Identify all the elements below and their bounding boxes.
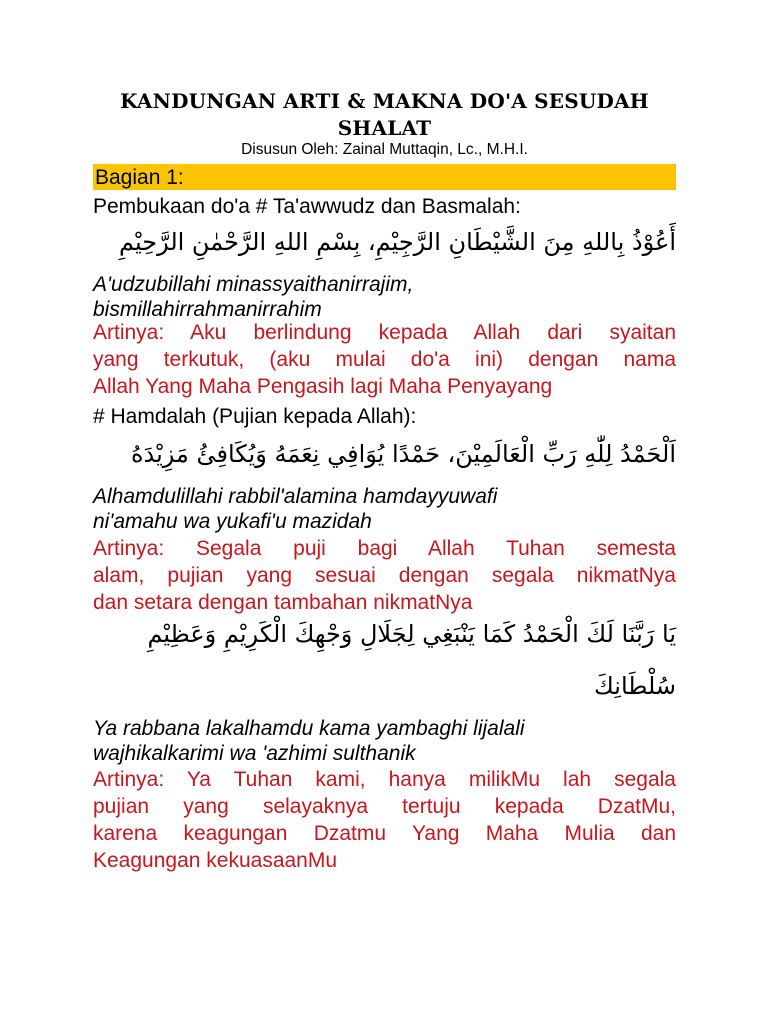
transliteration-line: Ya rabbana lakalhamdu kama yambaghi lijalali <box>93 717 525 740</box>
meaning-line: Allah Yang Maha Pengasih lagi Maha Penyayang <box>93 375 553 398</box>
meaning-line: pujian yang selayaknya tertuju kepada DzatMu, <box>93 795 676 818</box>
transliteration-line: ni'amahu wa yukafi'u mazidah <box>93 510 372 533</box>
title-line-1: KANDUNGAN ARTI & MAKNA DO'A SESUDAH <box>120 89 649 113</box>
meaning-3 <box>93 766 676 874</box>
arabic-text-3-line-1: يَا رَبَّنَا لَكَ الْحَمْدُ كَمَا يَنْبَغِي لِجَلَالِ وَجْهِكَ الْكَرِيْمِ وَعَظِيْمِ <box>147 620 676 648</box>
meaning-line: Artinya: Aku berlindung kepada Allah dari syaitan <box>93 321 676 344</box>
title-line-2: SHALAT <box>337 116 432 140</box>
meaning-line: Artinya: Ya Tuhan kami, hanya milikMu lah segala <box>93 768 676 791</box>
arabic-text-1: أَعُوْذُ بِاللهِ مِنَ الشَّيْطَانِ الرَّجِيْمِ، بِسْمِ اللهِ الرَّحْمٰنِ الرَّحِيْمِ <box>119 228 676 256</box>
heading-hamdalah: # Hamdalah (Pujian kepada Allah): <box>93 405 417 428</box>
author-line: Disusun Oleh: Zainal Muttaqin, Lc., M.H.I. <box>241 141 528 158</box>
meaning-line: alam, pujian yang sesuai dengan segala nikmatNya <box>93 564 676 587</box>
heading-taawwudz: Pembukaan do'a # Ta'awwudz dan Basmalah: <box>93 195 521 218</box>
transliteration-1 <box>93 272 676 322</box>
meaning-line: dan setara dengan tambahan nikmatNya <box>93 591 473 614</box>
transliteration-line: wajhikalkarimi wa 'azhimi sulthanik <box>93 742 416 765</box>
transliteration-2 <box>93 484 676 534</box>
meaning-1 <box>93 319 676 400</box>
transliteration-line: A'udzubillahi minassyaithanirrajim, <box>93 273 414 296</box>
arabic-text-2: اَلْحَمْدُ لِلّٰهِ رَبِّ الْعَالَمِيْنَ، حَمْدًا يُوَافِي نِعَمَهُ وَيُكَافِئُ مَزِيْدَهُ <box>130 440 676 468</box>
transliteration-line: bismillahirrahmanirrahim <box>93 298 322 321</box>
transliteration-3 <box>93 716 676 766</box>
section-heading-bar: Bagian 1: <box>93 164 676 190</box>
meaning-line: Artinya: Segala puji bagi Allah Tuhan semesta <box>93 537 676 560</box>
meaning-line: Keagungan kekuasaanMu <box>93 849 338 872</box>
meaning-2 <box>93 535 676 616</box>
arabic-text-3-line-2: سُلْطَانِكَ <box>594 672 676 700</box>
meaning-line: yang terkutuk, (aku mulai do'a ini) dengan nama <box>93 348 676 371</box>
transliteration-line: Alhamdulillahi rabbil'alamina hamdayyuwafi <box>93 485 498 508</box>
document-title <box>93 88 676 142</box>
meaning-line: karena keagungan Dzatmu Yang Maha Mulia dan <box>93 822 676 845</box>
